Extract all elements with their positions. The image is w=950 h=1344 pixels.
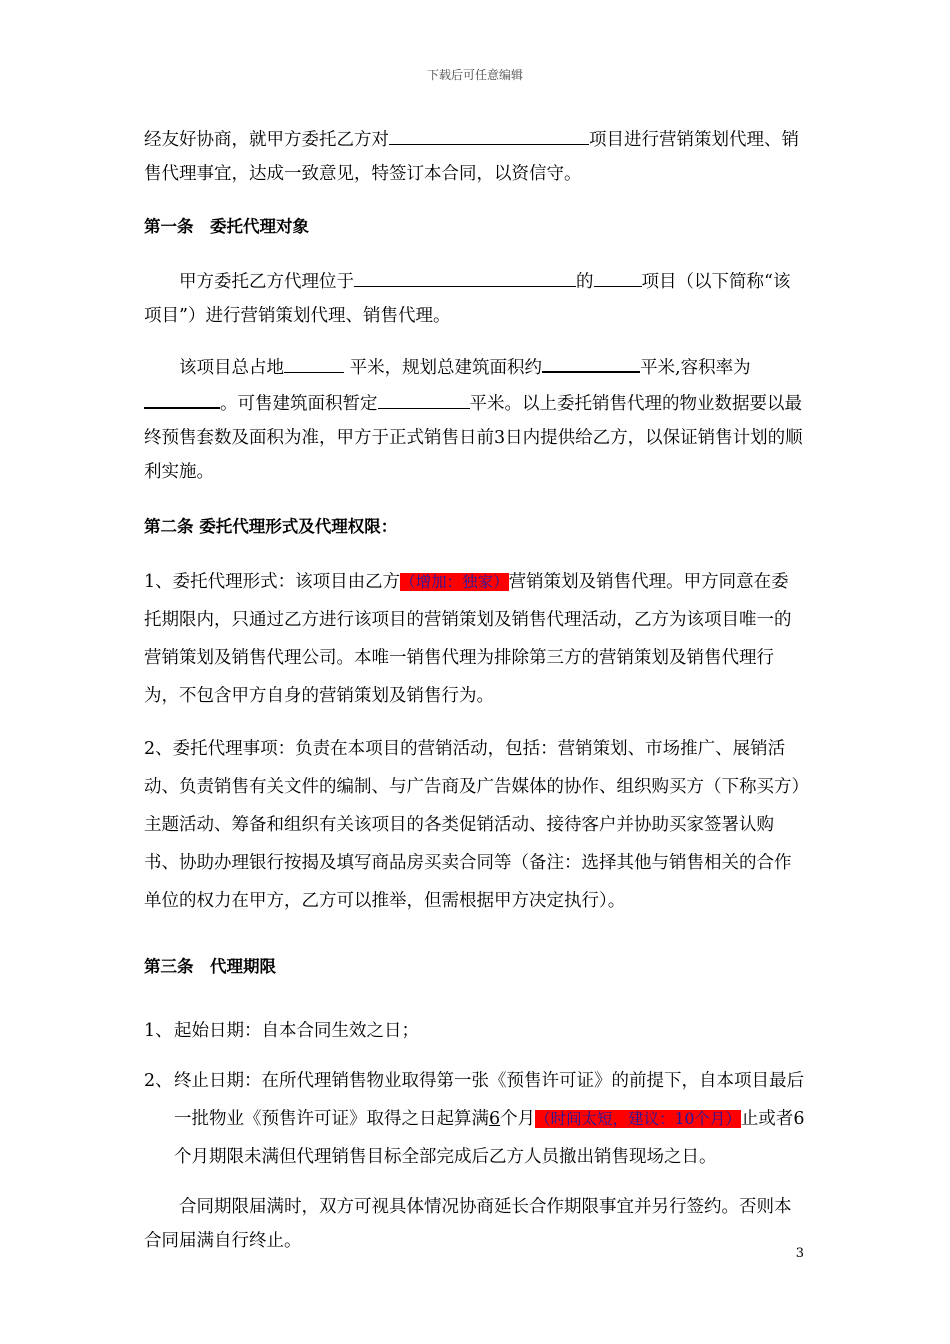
- project-blank: [594, 264, 642, 287]
- project-name-blank: [389, 122, 589, 145]
- article-2-item-2: 2、委托代理事项：负责在本项目的营销活动，包括：营销策划、市场推广、展销活动、负责销售有关文件的编制、与广告商及广告媒体的协作、组织购买方（下称买方）主题活动、筹备和组织有关该项目的各类促销活动、接待客户并协助买家签署认购书、协助办理银行按揭及填写商品房买卖合同等（备注：选择其他与销售相关的合作单位的权力在甲方，乙方可以推举，但需根据甲方决定执行）。: [144, 739, 801, 911]
- art3-i1-number: 1、: [144, 1021, 173, 1041]
- six-months-underlined: 6: [489, 1109, 501, 1129]
- art2-i1-text-b: 营销策划及销售代理。甲方同意在委托期限内，只通过乙方进行该项目的营销策划及销售代理活动，乙方为该项目唯一的营销策划及销售代理公司。本唯一销售代理为排除第三方的营销策划及销售代理行为，不包含甲方自身的营销策划及销售行为。: [144, 572, 792, 706]
- intro-paragraph: [144, 122, 806, 191]
- article-1-paragraph-1: [144, 264, 806, 333]
- intro-text-b: 项目进行营销策划代理、销售代理事宜，达成一致意见，特签订本合同，以资信守。: [144, 130, 799, 184]
- article-1-paragraph-2: [144, 349, 806, 489]
- art3-i2-text-c: 止或者6个月期限未满但代理销售目标全部完成后乙方人员撤出销售现场之日。: [174, 1109, 805, 1167]
- art3-i1-text: 起始日期：自本合同生效之日；: [174, 1021, 419, 1041]
- saleable-area-blank: [378, 386, 470, 409]
- art1-p2-text-b: 平米，规划总建筑面积约: [344, 358, 543, 378]
- art3-i2-text-a: 终止日期：在所代理销售物业取得第一张《预售许可证》的前提下，自本项目最后一批物业《预售许可证》取得之日起算满: [174, 1071, 804, 1129]
- highlight-annotation-exclusive: （增加：独家）: [400, 573, 509, 591]
- art1-p1-text-b: 的: [576, 272, 594, 292]
- highlight-annotation-term: （时间太短，建议：10个月）: [535, 1110, 741, 1128]
- article-3-item-2: [144, 1062, 806, 1176]
- article-2-title: 第二条 委托代理形式及代理权限：: [144, 517, 398, 536]
- art1-p2-text-d: 。可售建筑面积暂定: [220, 394, 378, 414]
- art3-i2-text-b: 个月: [500, 1109, 536, 1129]
- art1-p1-text-a: 甲方委托乙方代理位于: [179, 272, 354, 292]
- page-number: 3: [795, 1246, 804, 1261]
- land-area-blank: [284, 350, 344, 373]
- art1-p2-text-c: 平米,容积率为: [640, 358, 751, 378]
- art1-p2-text-a: 该项目总占地: [179, 358, 284, 378]
- article-3-title: 第三条 代理期限: [144, 957, 276, 976]
- document-body: [144, 122, 806, 1258]
- plot-ratio-blank: [144, 385, 220, 409]
- article-2-item-1: [144, 563, 806, 715]
- article-1-title: 第一条 委托代理对象: [144, 217, 309, 236]
- art1-p2-text-e: 平米。以上委托销售代理的物业数据要以最终预售套数及面积为准，甲方于正式销售日前3日内提供给乙方，以保证销售计划的顺利实施。: [144, 394, 803, 482]
- location-blank: [354, 264, 576, 287]
- article-3-paragraph: 合同期限届满时，双方可视具体情况协商延长合作期限事宜并另行签约。否则本合同届满自行终止。: [144, 1197, 792, 1251]
- article-3-item-1: [144, 1014, 806, 1048]
- page-header: 下载后可任意编辑: [426, 68, 523, 82]
- building-area-blank: [542, 349, 640, 373]
- intro-text-a: 经友好协商，就甲方委托乙方对: [144, 130, 389, 150]
- art3-i2-number: 2、: [144, 1071, 173, 1091]
- art2-i1-text-a: 1、委托代理形式：该项目由乙方: [144, 572, 401, 592]
- art1-p1-text-c: 项目（以下简称“该项目”）进行营销策划代理、销售代理。: [144, 272, 791, 326]
